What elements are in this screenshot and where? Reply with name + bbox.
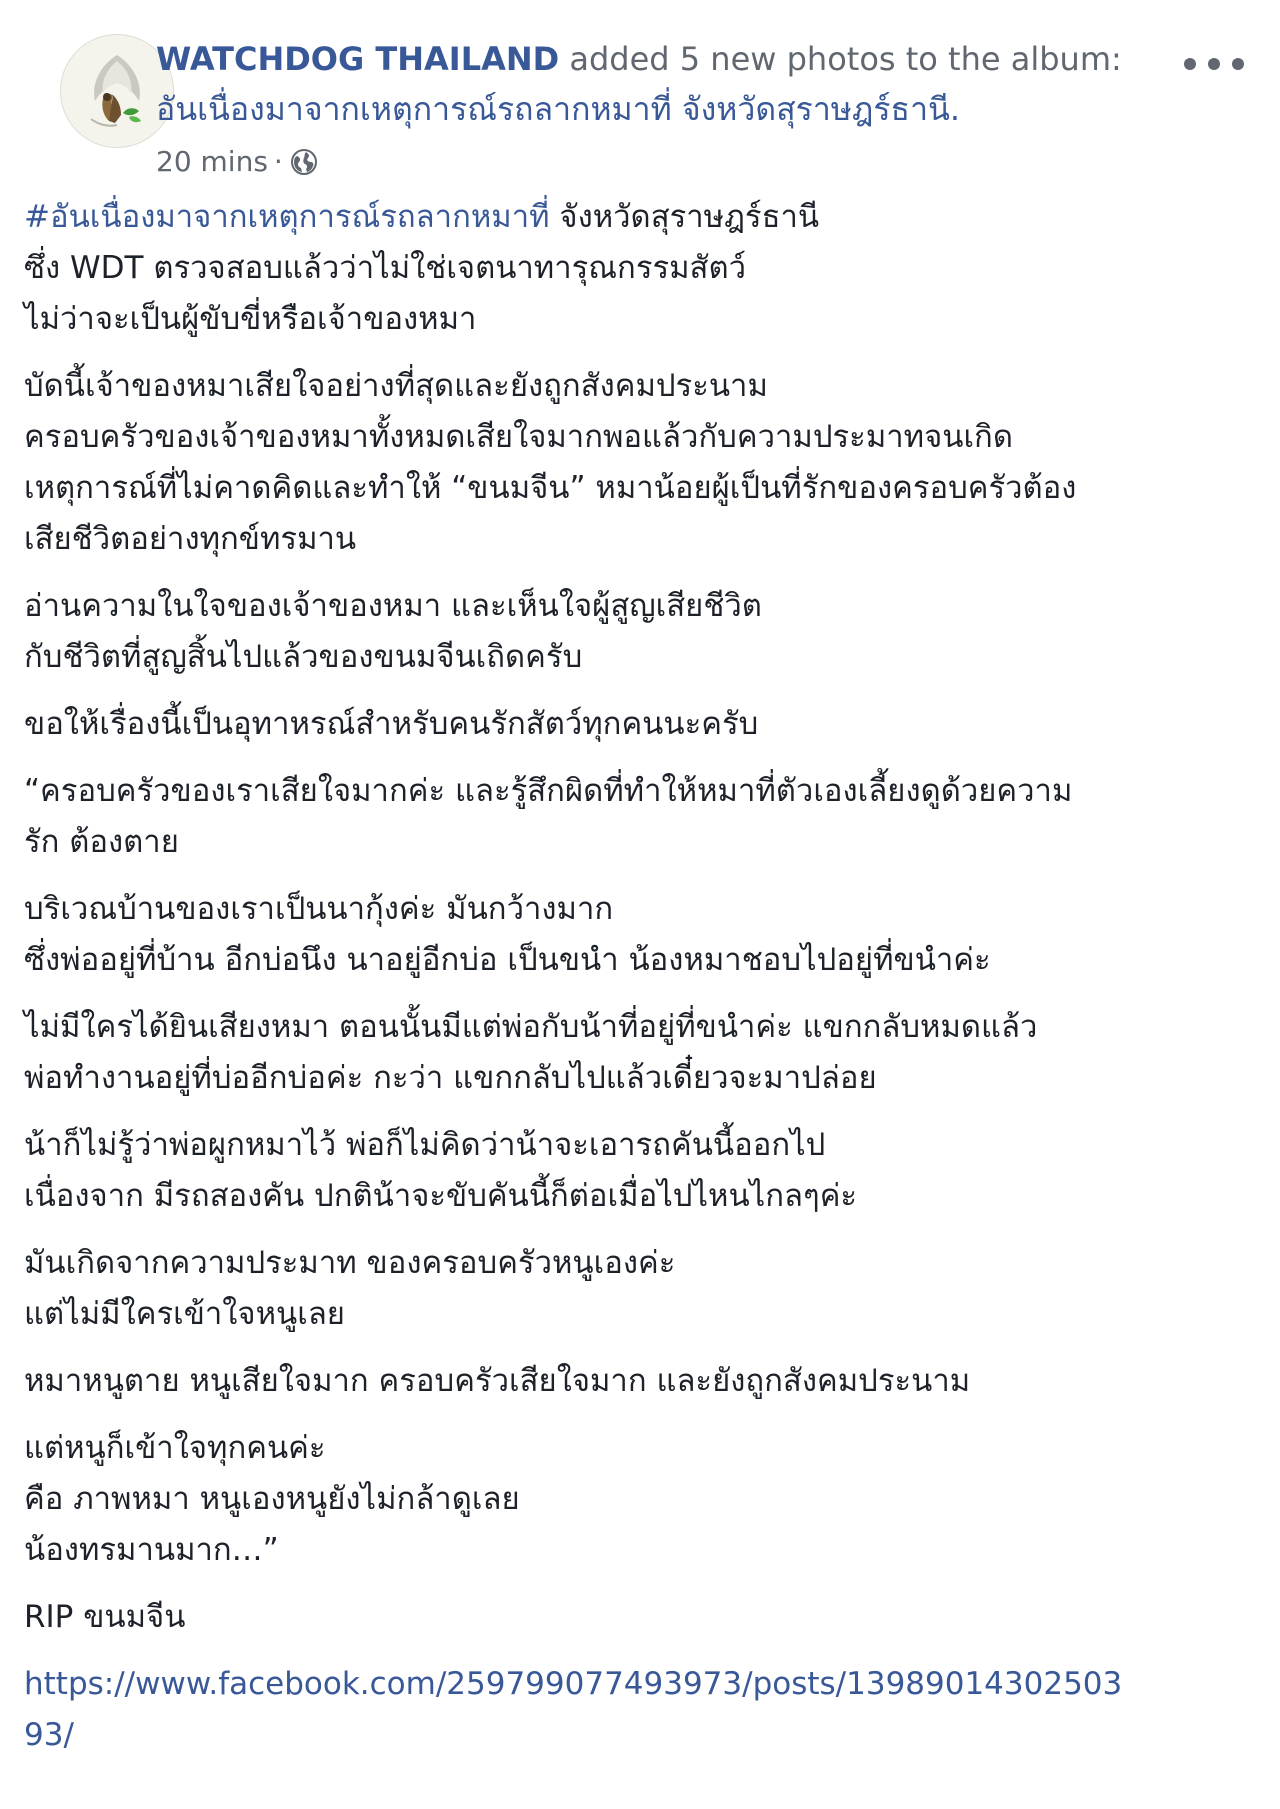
post-paragraph: [24, 361, 1260, 565]
post-paragraph: [24, 1592, 1260, 1643]
text-line: ซึ่งพ่ออยู่ที่บ้าน อีกบ่อนึง นาอยู่อีกบ่อ เป็นขนำ น้องหมาชอบไปอยู่ที่ขนำค่ะ: [24, 942, 991, 978]
text-line: อ่านความในใจของเจ้าของหมา และเห็นใจผู้สูญเสียชีวิต: [24, 588, 762, 624]
meta-separator: ·: [273, 145, 283, 178]
post-header: [24, 24, 1256, 184]
text-line: แต่หนูก็เข้าใจทุกคนค่ะ: [24, 1430, 326, 1466]
text-line: บัดนี้เจ้าของหมาเสียใจอย่างที่สุดและยังถูกสังคมประนาม: [24, 368, 768, 404]
text-line: เนื่องจาก มีรถสองคัน ปกติน้าจะขับคันนี้ก็ต่อเมื่อไปไหนไกลๆค่ะ: [24, 1178, 858, 1214]
post-paragraph: [24, 1356, 1260, 1407]
more-options-button[interactable]: [1184, 50, 1244, 78]
more-options-icon: [1184, 58, 1196, 70]
text-line: ไม่มีใครได้ยินเสียงหมา ตอนนั้นมีแต่พ่อกับน้าที่อยู่ที่ขนำค่ะ แขกกลับหมดแล้ว: [24, 1009, 1038, 1045]
text-line: พ่อทำงานอยู่ที่บ่ออีกบ่อค่ะ กะว่า แขกกลับไปแล้วเดี๋ยวจะมาปล่อย: [24, 1060, 877, 1096]
text-line: กับชีวิตที่สูญสิ้นไปแล้วของขนมจีนเถิดครับ: [24, 639, 583, 675]
text-line: บริเวณบ้านของเราเป็นนากุ้งค่ะ มันกว้างมาก: [24, 891, 614, 927]
post-paragraph: [24, 1238, 1260, 1340]
text-line: ขอให้เรื่องนี้เป็นอุทาหรณ์สำหรับคนรักสัตว์ทุกคนนะครับ: [24, 706, 759, 742]
post-action-text: added 5 new photos to the album:: [559, 40, 1122, 78]
hashtag-link[interactable]: #อันเนื่องมาจากเหตุการณ์รถลากหมาที่: [24, 199, 550, 235]
more-options-icon: [1208, 58, 1220, 70]
url-line[interactable]: 93/: [24, 1717, 74, 1753]
text-line: RIP ขนมจีน: [24, 1599, 186, 1635]
text-line: เสียชีวิตอย่างทุกข์ทรมาน: [24, 521, 357, 557]
post-paragraph: [24, 1659, 1260, 1761]
album-name-link[interactable]: อันเนื่องมาจากเหตุการณ์รถลากหมาที่ จังหวัดสุราษฎร์ธานี.: [156, 90, 961, 128]
page-name-link[interactable]: WATCHDOG THAILAND: [156, 40, 560, 78]
more-options-icon: [1232, 58, 1244, 70]
post-url-link[interactable]: [24, 1666, 1122, 1753]
post-paragraph: [24, 1120, 1260, 1222]
header-text: [156, 34, 1156, 134]
text-line: ครอบครัวของเจ้าของหมาทั้งหมดเสียใจมากพอแล้วกับความประมาทจนเกิด: [24, 419, 1013, 455]
text-line: มันเกิดจากความประมาท ของครอบครัวหนูเองค่ะ: [24, 1245, 676, 1281]
globe-icon[interactable]: [289, 147, 319, 177]
post-paragraph: [24, 1423, 1260, 1576]
text-line: ไม่ว่าจะเป็นผู้ขับขี่หรือเจ้าของหมา: [24, 301, 477, 337]
post-paragraph: [24, 581, 1260, 683]
post-paragraph: [24, 1002, 1260, 1104]
text-line: แต่ไม่มีใครเข้าใจหนูเลย: [24, 1296, 345, 1332]
post-paragraph: [24, 766, 1260, 868]
post-paragraph: [24, 699, 1260, 750]
text-line: รัก ต้องตาย: [24, 824, 179, 860]
text-line: ซึ่ง WDT ตรวจสอบแล้วว่าไม่ใช่เจตนาทารุณกรรมสัตว์: [24, 250, 747, 286]
post-body: [24, 192, 1260, 1777]
url-line[interactable]: https://www.facebook.com/259799077493973/posts/13989014302503: [24, 1666, 1123, 1702]
text-line: “ครอบครัวของเราเสียใจมากค่ะ และรู้สึกผิดที่ทำให้หมาที่ตัวเองเลี้ยงดูด้วยความ: [24, 773, 1073, 809]
text-line: น้าก็ไม่รู้ว่าพ่อผูกหมาไว้ พ่อก็ไม่คิดว่าน้าจะเอารถคันนี้ออกไป: [24, 1127, 826, 1163]
post-meta: [156, 142, 319, 182]
text-line: คือ ภาพหมา หนูเองหนูยังไม่กล้าดูเลย: [24, 1481, 520, 1517]
post-paragraph: [24, 884, 1260, 986]
text-line: หมาหนูตาย หนูเสียใจมาก ครอบครัวเสียใจมาก และยังถูกสังคมประนาม: [24, 1363, 971, 1399]
text-line: เหตุการณ์ที่ไม่คาดคิดและทำให้ “ขนมจีน” หมาน้อยผู้เป็นที่รักของครอบครัวต้อง: [24, 470, 1077, 506]
post-paragraph: [24, 192, 1260, 345]
text-line: น้องทรมานมาก…”: [24, 1532, 279, 1568]
post-timestamp[interactable]: 20 mins: [156, 145, 268, 178]
text-line: จังหวัดสุราษฎร์ธานี: [549, 199, 820, 235]
